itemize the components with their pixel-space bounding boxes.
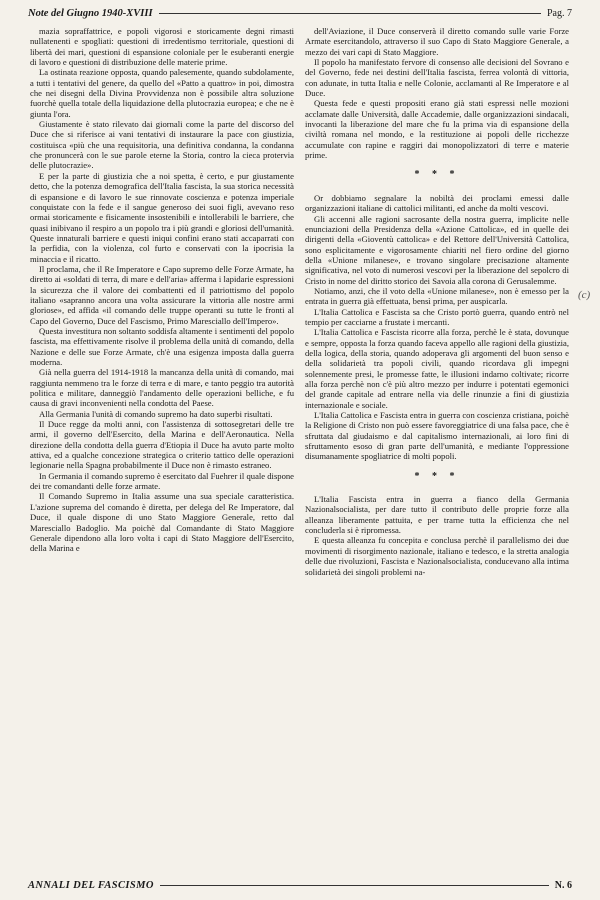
paragraph: Notiamo, anzi, che il voto della «Unione milanese», non è emesso per la entrata in guerra già effettuata, bensì prima, per auspicarla.: [305, 285, 569, 307]
section-separator: * * *: [414, 470, 460, 482]
paragraph: La ostinata reazione opposta, quando palesemente, quando subdolamente, a tutti i tentativi del genere, da quello del «Patto a quattro» in poi, dimostra che nei disegni della Divina Provvidenza non è possibile altra soluzione fuorchè quella totale della liquidazione della plutocrazia europea; e che ne è giunta l'ora.: [30, 67, 294, 119]
paragraph: In Germania il comando supremo è esercitato dal Fuehrer il quale dispone dei tre comandanti delle forze armate.: [30, 470, 294, 492]
running-header: [28, 6, 572, 20]
footer-title: ANNALI DEL FASCISMO: [28, 879, 154, 891]
paragraph: Il proclama, che il Re Imperatore e Capo supremo delle Forze Armate, ha diretto ai «soldati di terra, di mare e dell'aria» afferma i lapidarie espressioni la sicurezza che il valore dei combattenti ed il patriottismo del popolo italiano «sapranno ancora una volta assicurare la vittoria alle nostre armi gloriose», ed affida «il comando delle truppe operanti su tutte le fronti al Capo del Governo, Duce del Fascismo, Primo Maresciallo dell'Impero».: [30, 263, 294, 326]
paragraph: Alla Germania l'unità di comando supremo ha dato superbi risultati.: [39, 408, 273, 419]
paragraph: Giustamente è stato rilevato dai giornali come la parte del discorso del Duce che si riferisce ai vani tentativi di instaurare la pace con giustizia, costituisca «più che una requisitoria, una definitiva condanna, la condanna che pronuncerà con le sue parole eterne la Storia, contro la cieca protervia delle plutocrazie».: [30, 119, 294, 171]
paragraph: Questa fede e questi propositi erano già stati espressi nelle mozioni acclamate dalle Università, dalle Accademie, dalle organizzazioni sindacali, invocanti la liberazione del mare che fu la prima via di espansione della civiltà romana nel mondo, e la restituzione ai popoli delle ricchezze accumulate con rapine e raggiri dai monopolizzatori di terre e materie prime.: [305, 98, 569, 161]
paragraph: Gli accenni alle ragioni sacrosante della nostra guerra, implicite nelle enunciazioni della Presidenza della «Azione Cattolica», ed in quelle dei dirigenti della «Gioventù cattolica» e del Rettore dell'Università Cattolica, sono esplicitamente e vigorosamente chiariti nel fiero ordine del giorno della «Unione milanese», e trovano singolare precisazione altamente significativa, nel voto di numerosi vescovi per la liberazione del sepolcro di Cristo in nome del diritto storico dei Savoia alla corona di Gerusalemme.: [305, 213, 569, 286]
header-rule: [159, 13, 541, 14]
paragraph: Il Comando Supremo in Italia assume una sua speciale caratteristica. L'azione suprema del comando è diretta, per delega del Re Imperatore, dal Duce, il quale dispone di uno Stato Maggiore Generale, retto dal Maresciallo Badoglio. Ma poichè dal Comandante di Stato Maggiore Generale dipendono alla loro volta i capi di Stato Maggiore dell'Esercito, della Marina e: [30, 491, 294, 554]
paragraph: L'Italia Cattolica e Fascista ricorre alla forza, perchè le è stata, dovunque e sempre, opposta la forza quando faceva appello alle ragioni della giustizia, della logica, della storia, quando adoperava gli argomenti del buon senso e della solidarietà tra popoli civili, quando ricordava gli impegni solennemente presi, le promesse fatte, le illusioni indarno coltivate; ricorre alla forza perchè non c'è più altro mezzo per indurre i potentati egemonici del grande capitale ad entrare nella via delle rinunzie a fini di giustizia internazionale e sociale.: [305, 327, 569, 410]
paragraph: L'Italia Fascista entra in guerra a fianco della Germania Nazionalsocialista, per dare tutto il contributo delle proprie forze alla alleanza liberamente pattuita, e per trarne tutta la efficienza che nel concluderla si è ripromessa.: [305, 494, 569, 536]
paragraph: L'Italia Cattolica e Fascista sa che Cristo portò guerra, quando entrò nel tempio per cacciarne a frustate i mercanti.: [305, 306, 569, 327]
left-column: [30, 26, 294, 876]
paragraph: Il popolo ha manifestato fervore di consenso alle decisioni del Sovrano e del Governo, fede nei destini dell'Italia fascista, ferrea volontà di vittoria, con adunate, in tutta Italia e nelle Colonie, acclamanti al Re Imperatore e al Duce.: [305, 57, 569, 99]
header-title: Note del Giugno 1940-XVIII: [28, 7, 153, 19]
paragraph: Il Duce regge da molti anni, con l'assistenza di sottosegretari delle tre armi, il governo dell'Esercito, della Marina e dell'Aeronautica. Nella direzione della condotta della guerra d'Etiopia il Duce ha avuto parte molto attiva, ed a qualche concezione strategica o criterio tattico delle operazioni legionarie nella Spagna probabilmente il Duce non è rimasto estraneo.: [30, 419, 294, 471]
paragraph: mazia sopraffattrice, e popoli vigorosi e storicamente degni rimasti nullatenenti e spogliati: questioni di irredentismo territoriale, questioni di libertà dei mari, questioni di espansione coloniale per le esuberanti energie di lavoro e questioni di distribuzione delle materie prime.: [30, 26, 294, 68]
section-separator: * * *: [414, 169, 460, 181]
running-footer: [28, 878, 572, 892]
paragraph: E questa alleanza fu concepita e conclusa perchè il parallelismo dei due movimenti di risorgimento nazionale, italiano e tedesco, e la stretta analogia delle due rivoluzioni, Fascista e Nazionalsocialista, conducevano alla intima solidarietà dei singoli problemi na-: [305, 535, 569, 577]
paragraph: Or dobbiamo segnalare la nobiltà dei proclami emessi dalle organizzazioni italiane di cattolici militanti, ed anche da molti vescovi.: [305, 192, 569, 214]
issue-number: N. 6: [554, 879, 572, 891]
paragraph: L'Italia Cattolica e Fascista entra in guerra con coscienza cristiana, poichè la Religione di Cristo non può essere favoreggiatrice di una falsa pace, che è sfruttata dal giudaismo e dal capitalismo internazionali, ai loro fini di sfruttamento esoso di gran parte dell'umanità, e mediante l'oppressione disumanamente spogliatrice di molti popoli.: [305, 410, 569, 462]
paragraph: dell'Aviazione, il Duce conserverà il diretto comando sulle varie Forze Armate esercitandolo, attraverso il suo Capo di Stato Maggiore Generale, a mezzo dei vari capi di Stato Maggiore.: [305, 26, 569, 57]
paragraph: E per la parte di giustizia che a noi spetta, è certo, e pur giustamente detto, che la potenza demografica dell'Italia fascista, la sua storica necessità di espansione e di lavoro le sue rinnovate coscienza e potenza imperiale conquistate con la fede e il sangue generoso dei suoi figli, avevano reso ormai storicamente e fisicamente insostenibili e intollerabili le barriere, che quasi inibivano il respiro a un popolo tra i più grandi e gloriosi dell'umanità. Queste innaturali barriere e questi iniqui confini erano stati accaparrati con la perfidia, con la violenza, col furto e conservati con la ipocrisia la minaccia e il ricatto.: [30, 170, 294, 264]
paragraph: Questa investitura non soltanto soddisfa altamente i sentimenti del popolo fascista, ma effettivamente risolve il problema della unità di comando, della Nazione e delle sue Forze Armate, ch'è una esigenza imposta dalla guerra moderna.: [30, 325, 294, 367]
paragraph: Già nella guerra del 1914-1918 la mancanza della unità di comando, mai raggiunta nemmeno tra le forze di terra e di mare, e tanto peggio tra autorità politica e militare, danneggiò l'andamento delle operazioni belliche, e fu causa di gravi inconvenienti nella condotta del Paese.: [30, 367, 294, 409]
footer-rule: [160, 885, 549, 886]
right-column: [305, 26, 569, 876]
handwritten-margin-note: (c): [578, 289, 591, 301]
page-number: Pag. 7: [547, 7, 572, 19]
